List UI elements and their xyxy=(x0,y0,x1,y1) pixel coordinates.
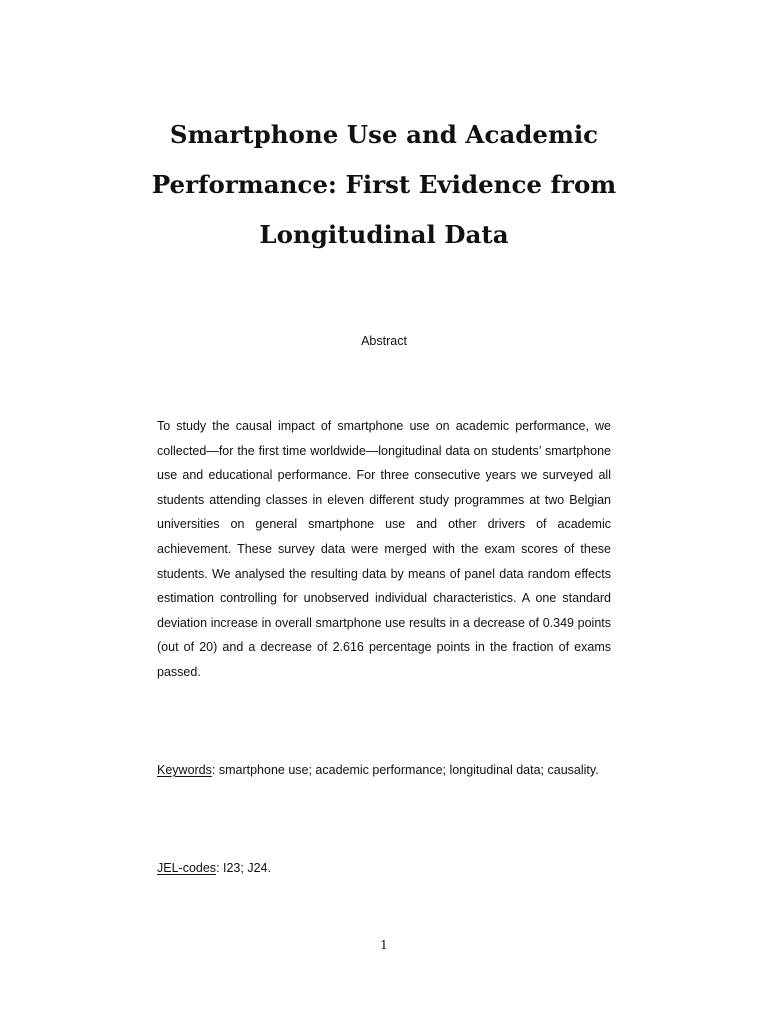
jel-codes-text: : I23; J24. xyxy=(216,861,271,875)
abstract-heading: Abstract xyxy=(361,334,407,348)
keywords-text: : smartphone use; academic performance; longitudinal data; causality. xyxy=(211,763,599,777)
abstract-text: To study the causal impact of smartphone use on academic performance, we collected—for the first time worldwide—longitudinal data on students’ smartphone use and educational performance. For three consecutive years we surveyed all students attending classes in eleven different study programmes at two Belgian universities on general smartphone use and other drivers of academic achievement. These survey data were merged with the exam scores of these students. We analysed the resulting data by means of panel data random effects estimation controlling for unobserved individual characteristics. A one standard deviation increase in overall smartphone use results in a decrease of 0.349 points (out of 20) and a decrease of 2.616 percentage points in the fraction of exams passed. xyxy=(157,419,611,679)
jel-codes-label: JEL-codes xyxy=(157,861,217,875)
page-number: 1 xyxy=(380,938,388,952)
keywords-label: Keywords xyxy=(157,763,212,777)
paper-title: Smartphone Use and Academic Performance: First Evidence from Longitudinal Data xyxy=(151,120,617,249)
jel-codes-line xyxy=(157,858,611,878)
keywords-line xyxy=(157,760,611,780)
